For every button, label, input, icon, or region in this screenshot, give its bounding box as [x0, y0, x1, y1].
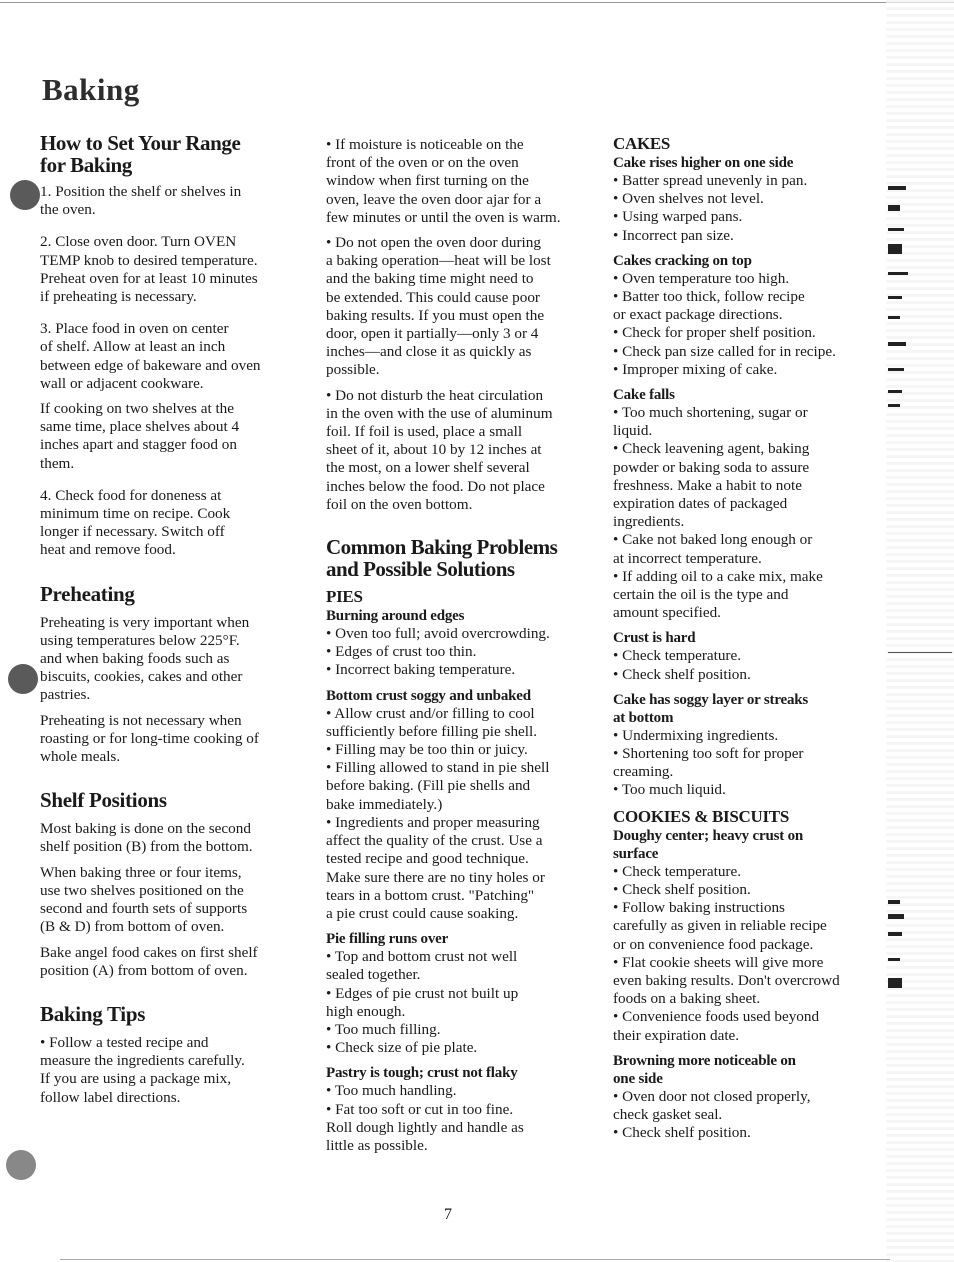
text-line: • Check shelf position.: [613, 1124, 751, 1142]
text-line: • Using warped pans.: [613, 208, 743, 226]
how-to-title: [40, 132, 295, 176]
column-3: [613, 134, 865, 1142]
text-line: • Batter too thick, follow recipe: [613, 288, 805, 306]
streaks-title: [613, 691, 865, 727]
text-line: • Fat too soft or cut in too fine.: [326, 1100, 514, 1118]
text-line: • Check temperature.: [613, 647, 742, 665]
text-line: Most baking is done on the second: [40, 820, 251, 838]
text-line: • Check for proper shelf position.: [613, 324, 816, 342]
text-line: • If adding oil to a cake mix, make: [613, 567, 823, 585]
text-line: inches—and close it as quickly as: [326, 343, 532, 361]
text-line: foil. If foil is used, place a small: [326, 423, 523, 441]
text-line: or exact package directions.: [613, 306, 783, 324]
text-line: window when first turning on the: [326, 172, 529, 190]
text-line: few minutes or until the oven is warm.: [326, 208, 561, 226]
text-line: pastries.: [40, 686, 91, 704]
doughy-title-line-1: Doughy center; heavy crust on: [613, 827, 804, 844]
falls-list: [613, 404, 865, 622]
scan-mark: [888, 205, 900, 211]
binder-hole-top: [10, 180, 40, 210]
text-line: same time, place shelves about 4: [40, 418, 240, 436]
door-tip: [326, 234, 576, 380]
page-number: 7: [444, 1206, 452, 1223]
doughy-title: [613, 827, 865, 863]
text-line: • Check leavening agent, baking: [613, 440, 810, 458]
bottom-rule: [60, 1259, 890, 1260]
text-line: • Batter spread unevenly in pan.: [613, 172, 808, 189]
cracking-title: Cakes cracking on top: [613, 252, 752, 269]
text-line: • Allow crust and/or filling to cool: [326, 704, 535, 722]
text-line: When baking three or four items,: [40, 863, 242, 881]
scan-mark: [888, 342, 906, 346]
shelf-positions-title: Shelf Positions: [40, 788, 167, 813]
text-line: before baking. (Fill pie shells and: [326, 777, 531, 795]
text-line: and when baking foods such as: [40, 650, 230, 668]
text-line: certain the oil is the type and: [613, 586, 789, 604]
text-line: • Filling may be too thin or juicy.: [326, 741, 528, 759]
text-line: • Follow baking instructions: [613, 899, 785, 917]
text-line: TEMP knob to desired temperature.: [40, 251, 258, 269]
text-line: measure the ingredients carefully.: [40, 1052, 245, 1070]
pies-title: PIES: [326, 587, 363, 607]
text-line: second and fourth sets of supports: [40, 900, 248, 918]
text-line: check gasket seal.: [613, 1105, 723, 1123]
text-line: • Oven too full; avoid overcrowding.: [326, 625, 550, 643]
filling-title: Pie filling runs over: [326, 931, 449, 948]
text-line: • Check temperature.: [613, 862, 742, 880]
cookies-title: COOKIES & BISCUITS: [613, 806, 789, 826]
text-line: 3. Place food in oven on center: [40, 320, 229, 338]
page-title: Baking: [42, 72, 140, 107]
rises-title: Cake rises higher on one side: [613, 155, 794, 171]
step-2: [40, 233, 295, 306]
text-line: 1. Position the shelf or shelves in: [40, 183, 242, 200]
moisture-tip: [326, 136, 576, 227]
text-line: Roll dough lightly and handle as: [326, 1118, 524, 1136]
text-line: If you are using a package mix,: [40, 1070, 232, 1088]
foil-tip: [326, 387, 576, 514]
text-line: • Oven door not closed properly,: [613, 1087, 811, 1105]
text-line: • Edges of crust too thin.: [326, 643, 477, 661]
text-line: • Check size of pie plate.: [326, 1039, 478, 1057]
two-shelves-note: [40, 400, 295, 473]
text-line: or on convenience food package.: [613, 935, 814, 953]
falls-title: Cake falls: [613, 387, 675, 404]
baking-tips-title: Baking Tips: [40, 1001, 146, 1026]
shelf-paragraph-3: [40, 944, 295, 980]
soggy-list: [326, 705, 576, 923]
text-line: even baking results. Don't overcrowd: [613, 971, 840, 989]
text-line: at incorrect temperature.: [613, 549, 762, 567]
text-line: 2. Close oven door. Turn OVEN: [40, 233, 237, 251]
text-line: • Shortening too soft for proper: [613, 745, 804, 763]
text-line: follow label directions.: [40, 1088, 181, 1106]
step-3: [40, 320, 295, 393]
text-line: the oven.: [40, 201, 96, 219]
text-line: • Incorrect baking temperature.: [326, 661, 516, 679]
text-line: • Too much liquid.: [613, 781, 726, 799]
column-2: [326, 136, 576, 1155]
text-line: Preheat oven for at least 10 minutes: [40, 269, 258, 287]
text-line: • Edges of pie crust not built up: [326, 984, 519, 1002]
browning-title: [613, 1052, 865, 1088]
browning-title-line-2: one side: [613, 1070, 663, 1087]
preheating-paragraph-1: [40, 614, 295, 705]
text-line: using temperatures below 225°F.: [40, 631, 240, 649]
text-line: freshness. Make a habit to note: [613, 476, 802, 494]
problems-title: [326, 536, 576, 580]
text-line: in the oven with the use of aluminum: [326, 404, 553, 422]
text-line: • If moisture is noticeable on the: [326, 136, 524, 153]
text-line: • Check pan size called for in recipe.: [613, 342, 836, 360]
text-line: little as possible.: [326, 1136, 428, 1154]
text-line: biscuits, cookies, cakes and other: [40, 668, 243, 686]
text-line: • Do not open the oven door during: [326, 234, 541, 252]
text-line: foods on a baking sheet.: [613, 990, 761, 1008]
rises-list: [613, 172, 865, 245]
text-line: sufficiently before filling pie shell.: [326, 722, 538, 740]
text-line: foil on the oven bottom.: [326, 495, 473, 513]
preheating-paragraph-2: [40, 712, 295, 767]
streaks-title-line-2: at bottom: [613, 709, 674, 726]
problems-title-line-2: and Possible Solutions: [326, 557, 515, 582]
scan-mark: [888, 272, 908, 275]
text-line: a baking operation—heat will be lost: [326, 252, 551, 270]
scan-mark: [888, 244, 902, 254]
text-line: inches apart and stagger food on: [40, 436, 237, 454]
text-line: Preheating is very important when: [40, 613, 250, 631]
text-line: shelf position (B) from the bottom.: [40, 838, 253, 856]
text-line: if preheating is necessary.: [40, 288, 197, 306]
scan-mark: [888, 978, 902, 988]
text-line: • Oven shelves not level.: [613, 190, 764, 208]
text-line: position (A) from bottom of oven.: [40, 961, 248, 979]
preheating-title: Preheating: [40, 581, 135, 606]
text-line: carefully as given in reliable recipe: [613, 917, 827, 935]
text-line: • Follow a tested recipe and: [40, 1033, 209, 1051]
text-line: wall or adjacent cookware.: [40, 374, 204, 392]
text-line: roasting or for long-time cooking of: [40, 729, 259, 747]
cracking-list: [613, 270, 865, 379]
text-line: tested recipe and good technique.: [326, 850, 529, 868]
text-line: • Undermixing ingredients.: [613, 726, 779, 744]
text-line: whole meals.: [40, 748, 121, 766]
text-line: • Oven temperature too high.: [613, 269, 790, 287]
text-line: • Check shelf position.: [613, 880, 751, 898]
crust-title: Crust is hard: [613, 630, 696, 647]
text-line: powder or baking soda to assure: [613, 458, 810, 476]
text-line: ingredients.: [613, 513, 685, 531]
burning-title: Burning around edges: [326, 608, 465, 625]
text-line: front of the oven or on the oven: [326, 154, 519, 172]
how-to-title-line-1: How to Set Your Range: [40, 131, 241, 155]
pastry-list: [326, 1082, 576, 1155]
text-line: inches below the food. Do not place: [326, 477, 545, 495]
how-to-title-line-2: for Baking: [40, 153, 132, 177]
text-line: be extended. This could cause poor: [326, 288, 540, 306]
scan-mark: [888, 296, 902, 299]
text-line: • Too much handling.: [326, 1082, 457, 1100]
text-line: • Cake not baked long enough or: [613, 531, 813, 549]
doughy-title-line-2: surface: [613, 845, 659, 862]
shelf-paragraph-1: [40, 820, 295, 856]
step-4: [40, 487, 295, 560]
text-line: possible.: [326, 361, 380, 379]
text-line: door, open it partially—only 3 or 4: [326, 325, 539, 343]
text-line: • Ingredients and proper measuring: [326, 813, 540, 831]
binder-hole-bottom: [6, 1150, 36, 1180]
text-line: Make sure there are no tiny holes or: [326, 868, 545, 886]
text-line: use two shelves positioned on the: [40, 881, 244, 899]
text-line: tears in a bottom crust. "Patching": [326, 886, 535, 904]
column-1: [40, 132, 295, 1107]
text-line: them.: [40, 454, 75, 472]
text-line: (B & D) from bottom of oven.: [40, 918, 225, 936]
scan-mark: [888, 958, 900, 961]
text-line: • Convenience foods used beyond: [613, 1008, 820, 1026]
text-line: Preheating is not necessary when: [40, 711, 242, 729]
cakes-title: CAKES: [613, 134, 671, 153]
scan-mark: [888, 186, 906, 190]
pastry-title: Pastry is tough; crust not flaky: [326, 1065, 518, 1082]
browning-title-line-1: Browning more noticeable on: [613, 1052, 796, 1069]
binder-hole-middle: [8, 664, 38, 694]
streaks-list: [613, 727, 865, 800]
text-line: • Flat cookie sheets will give more: [613, 953, 824, 971]
text-line: creaming.: [613, 763, 674, 781]
step-1: [40, 183, 295, 219]
streaks-title-line-1: Cake has soggy layer or streaks: [613, 691, 809, 708]
text-line: minimum time on recipe. Cook: [40, 505, 231, 523]
text-line: • Filling allowed to stand in pie shell: [326, 759, 550, 777]
scan-mark: [888, 368, 904, 371]
text-line: • Incorrect pan size.: [613, 226, 734, 244]
text-line: heat and remove food.: [40, 541, 176, 559]
crust-list: [613, 647, 865, 683]
burning-list: [326, 625, 576, 680]
text-line: high enough.: [326, 1002, 406, 1020]
text-line: If cooking on two shelves at the: [40, 400, 235, 418]
problems-title-line-1: Common Baking Problems: [326, 535, 558, 560]
scan-mark: [888, 390, 902, 393]
text-line: • Too much filling.: [326, 1020, 441, 1038]
scan-mark: [888, 914, 904, 919]
shelf-paragraph-2: [40, 864, 295, 937]
top-rule: [0, 2, 954, 3]
text-line: baking results. If you must open the: [326, 306, 545, 324]
text-line: and the baking time might need to: [326, 270, 534, 288]
text-line: • Too much shortening, sugar or: [613, 404, 808, 422]
text-line: oven, leave the oven door ajar for a: [326, 190, 542, 208]
soggy-title: Bottom crust soggy and unbaked: [326, 687, 531, 704]
text-line: longer if necessary. Switch off: [40, 523, 225, 541]
text-line: the most, on a lower shelf several: [326, 459, 530, 477]
text-line: Bake angel food cakes on first shelf: [40, 943, 258, 961]
filling-list: [326, 948, 576, 1057]
scan-mark: [888, 316, 900, 319]
tips-paragraph-1: [40, 1034, 295, 1107]
text-line: affect the quality of the crust. Use a: [326, 832, 543, 850]
scan-mark: [888, 900, 900, 904]
text-line: • Do not disturb the heat circulation: [326, 386, 544, 404]
text-line: liquid.: [613, 422, 653, 440]
text-line: • Check shelf position.: [613, 665, 751, 683]
doughy-list: [613, 863, 865, 1045]
scan-mark: [888, 652, 952, 653]
scan-mark: [888, 404, 900, 407]
text-line: between edge of bakeware and oven: [40, 356, 261, 374]
text-line: their expiration date.: [613, 1026, 740, 1044]
scan-mark: [888, 932, 902, 936]
text-line: 4. Check food for doneness at: [40, 486, 222, 504]
text-line: a pie crust could cause soaking.: [326, 904, 519, 922]
text-line: expiration dates of packaged: [613, 495, 788, 513]
text-line: sealed together.: [326, 966, 421, 984]
text-line: bake immediately.): [326, 795, 443, 813]
text-line: of shelf. Allow at least an inch: [40, 338, 226, 356]
text-line: amount specified.: [613, 604, 721, 622]
browning-list: [613, 1088, 865, 1143]
scan-mark: [888, 228, 904, 231]
text-line: • Improper mixing of cake.: [613, 360, 778, 378]
text-line: sheet of it, about 10 by 12 inches at: [326, 441, 542, 459]
text-line: • Top and bottom crust not well: [326, 948, 518, 966]
